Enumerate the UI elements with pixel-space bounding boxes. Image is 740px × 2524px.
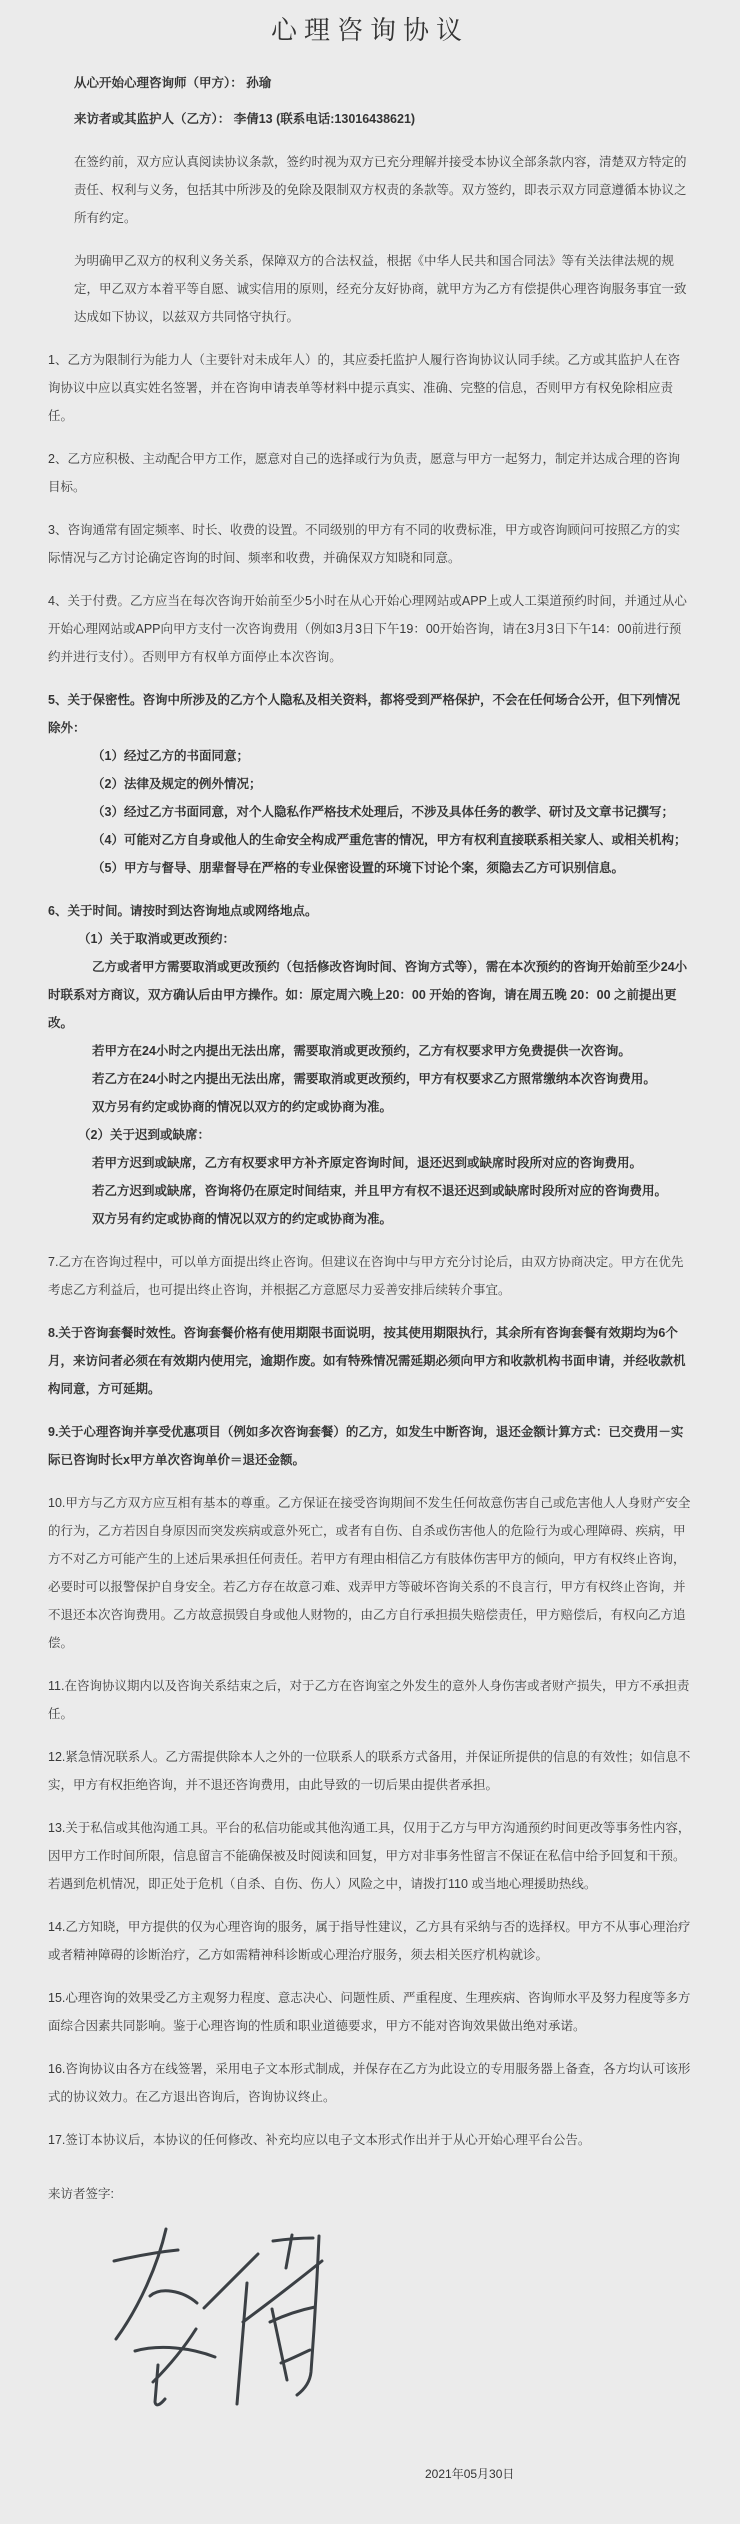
clause-11: 11.在咨询协议期内以及咨询关系结束之后，对于乙方在咨询室之外发生的意外人身伤害或者财产损失，甲方不承担责任。 (48, 1679, 690, 1721)
clause-9: 9.关于心理咨询并享受优惠项目（例如多次咨询套餐）的乙方，如发生中断咨询，退还金额计算方式：已交费用－实际已咨询时长x甲方单次咨询单价＝退还金额。 (48, 1425, 684, 1467)
clause-1: 1、乙方为限制行为能力人（主要针对未成年人）的，其应委托监护人履行咨询协议认同手续。乙方或其监护人在咨询协议中应以真实姓名签署，并在咨询申请表单等材料中提示真实、准确、完整的信息，否则甲方有权免除相应责任。 (48, 353, 680, 423)
clause-5-item-4: （4）可能对乙方自身或他人的生命安全构成严重危害的情况，甲方有权利直接联系相关家人、或相关机构； (92, 833, 687, 847)
clause-7: 7.乙方在咨询过程中，可以单方面提出终止咨询。但建议在咨询中与甲方充分讨论后，由双方协商决定。甲方在优先考虑乙方利益后，也可提出终止咨询，并根据乙方意愿尽力妥善安排后续转介事宜。 (48, 1255, 684, 1297)
clause-6-sub-1-line-3: 双方另有约定或协商的情况以双方的约定或协商为准。 (92, 1100, 393, 1114)
clause-6-sub-1-line-1: 若甲方在24小时之内提出无法出席，需要取消或更改预约，乙方有权要求甲方免费提供一次咨询。 (92, 1044, 631, 1058)
clause-5-heading: 5、关于保密性。咨询中所涉及的乙方个人隐私及相关资料，都将受到严格保护，不会在任何场合公开，但下列情况除外： (48, 693, 680, 735)
intro-paragraph-1: 在签约前，双方应认真阅读协议条款，签约时视为双方已充分理解并接受本协议全部条款内容，清楚双方特定的责任、权利与义务，包括其中所涉及的免除及限制双方权责的条款等。双方签约，即表示双方同意遵循本协议之所有约定。 (74, 155, 687, 225)
intro-paragraph-2: 为明确甲乙双方的权利义务关系，保障双方的合法权益，根据《中华人民共和国合同法》等有关法律法规的规定，甲乙双方本着平等自愿、诚实信用的原则，经充分友好协商，就甲方为乙方有偿提供心理咨询服务事宜一致达成如下协议，以兹双方共同恪守执行。 (74, 254, 687, 324)
clause-6-sub-2-line-1: 若甲方迟到或缺席，乙方有权要求甲方补齐原定咨询时间，退还迟到或缺席时段所对应的咨询费用。 (92, 1156, 643, 1170)
clause-5-item-3: （3）经过乙方书面同意，对个人隐私作严格技术处理后，不涉及具体任务的教学、研讨及文章书记撰写； (92, 805, 674, 819)
clause-5-item-5: （5）甲方与督导、朋辈督导在严格的专业保密设置的环境下讨论个案，须隐去乙方可识别信息。 (92, 861, 624, 875)
clause-6-sub-2-line-3: 双方另有约定或协商的情况以双方的约定或协商为准。 (92, 1212, 393, 1226)
clause-3: 3、咨询通常有固定频率、时长、收费的设置。不同级别的甲方有不同的收费标准，甲方或咨询顾问可按照乙方的实际情况与乙方讨论确定咨询的时间、频率和收费，并确保双方知晓和同意。 (48, 523, 680, 565)
clause-2: 2、乙方应积极、主动配合甲方工作，愿意对自己的选择或行为负责，愿意与甲方一起努力，制定并达成合理的咨询目标。 (48, 452, 680, 494)
clause-10: 10.甲方与乙方双方应互相有基本的尊重。乙方保证在接受咨询期间不发生任何故意伤害自己或危害他人人身财产安全的行为，乙方若因自身原因而突发疾病或意外死亡，或者有自伤、自杀或伤害他人的危险行为或心理障碍、疾病，甲方不对乙方可能产生的上述后果承担任何责任。若甲方有理由相信乙方有肢体伤害甲方的倾向，甲方有权终止咨询，必要时可以报警保护自身安全。若乙方存在故意刁难、戏弄甲方等破坏咨询关系的不良言行，甲方有权终止咨询，并不退还本次咨询费用。乙方故意损毁自身或他人财物的，由乙方自行承担损失赔偿责任，甲方赔偿后，有权向乙方追偿。 (48, 1496, 691, 1650)
clause-5 (48, 686, 692, 882)
signature-label: 来访者签字: (48, 2187, 114, 2201)
clause-4: 4、关于付费。乙方应当在每次咨询开始前至少5小时在从心开始心理网站或APP上或人工渠道预约时间，并通过从心开始心理网站或APP向甲方支付一次咨询费用（例如3月3日下午19：00开始咨询，请在3月3日下午14：00前进行预约并进行支付）。否则甲方有权单方面停止本次咨询。 (48, 594, 687, 664)
clause-8: 8.关于咨询套餐时效性。咨询套餐价格有使用期限书面说明，按其使用期限执行，其余所有咨询套餐有效期均为6个月，来访问者必须在有效期内使用完，逾期作废。如有特殊情况需延期必须向甲方和收款机构书面申请，并经收款机构同意，方可延期。 (48, 1326, 686, 1396)
clause-6-sub-2-heading: （2）关于迟到或缺席： (78, 1128, 210, 1142)
clause-6-sub-2-line-2: 若乙方迟到或缺席，咨询将仍在原定时间结束，并且甲方有权不退还迟到或缺席时段所对应的咨询费用。 (92, 1184, 668, 1198)
clause-13: 13.关于私信或其他沟通工具。平台的私信功能或其他沟通工具，仅用于乙方与甲方沟通预约时间更改等事务性内容，因甲方工作时间所限，信息留言不能确保被及时阅读和回复，甲方对非事务性留言不保证在私信中给予回复和干预。若遇到危机情况，即正处于危机（自杀、自伤、伤人）风险之中，请拨打110 或当地心理援助热线。 (48, 1821, 691, 1891)
clause-12: 12.紧急情况联系人。乙方需提供除本人之外的一位联系人的联系方式备用，并保证所提供的信息的有效性；如信息不实，甲方有权拒绝咨询，并不退还咨询费用，由此导致的一切后果由提供者承担。 (48, 1750, 691, 1792)
clause-5-item-2: （2）法律及规定的例外情况； (92, 777, 262, 791)
clause-14: 14.乙方知晓，甲方提供的仅为心理咨询的服务，属于指导性建议，乙方具有采纳与否的选择权。甲方不从事心理治疗或者精神障碍的诊断治疗，乙方如需精神科诊断或心理治疗服务，须去相关医疗机构就诊。 (48, 1920, 691, 1962)
clause-6-sub-1-paragraph: 乙方或者甲方需要取消或更改预约（包括修改咨询时间、咨询方式等），需在本次预约的咨询开始前至少24小时联系对方商议，双方确认后由甲方操作。如：原定周六晚上20：00 开始的咨询，请在周五晚 20：00 之前提出更改。 (48, 960, 688, 1030)
signing-date: 2021年05月30日 (425, 2467, 515, 2481)
party-b-line: 来访者或其监护人（乙方）： 李倩13 (联系电话:13016438621) (74, 112, 416, 126)
clause-6-sub-1-heading: （1）关于取消或更改预约： (78, 932, 235, 946)
clause-5-item-1: （1）经过乙方的书面同意； (92, 749, 249, 763)
clause-16: 16.咨询协议由各方在线签署，采用电子文本形式制成，并保存在乙方为此设立的专用服务器上备查，各方均认可该形式的协议效力。在乙方退出咨询后，咨询协议终止。 (48, 2062, 691, 2104)
party-a-line: 从心开始心理咨询师（甲方）： 孙瑜 (74, 76, 272, 90)
clause-6 (48, 897, 692, 1233)
clause-15: 15.心理咨询的效果受乙方主观努力程度、意志决心、问题性质、严重程度、生理疾病、咨询师水平及努力程度等多方面综合因素共同影响。鉴于心理咨询的性质和职业道德要求，甲方不能对咨询效果做出绝对承诺。 (48, 1991, 691, 2033)
page-title: 心理咨询协议 (270, 15, 469, 45)
clause-6-heading: 6、关于时间。请按时到达咨询地点或网络地点。 (48, 904, 318, 918)
clause-17: 17.签订本协议后，本协议的任何修改、补充均应以电子文本形式作出并于从心开始心理平台公告。 (48, 2133, 591, 2147)
clause-6-sub-1-line-2: 若乙方在24小时之内提出无法出席，需要取消或更改预约，甲方有权要求乙方照常缴纳本次咨询费用。 (92, 1072, 656, 1086)
client-signature-drawing (52, 2212, 352, 2432)
